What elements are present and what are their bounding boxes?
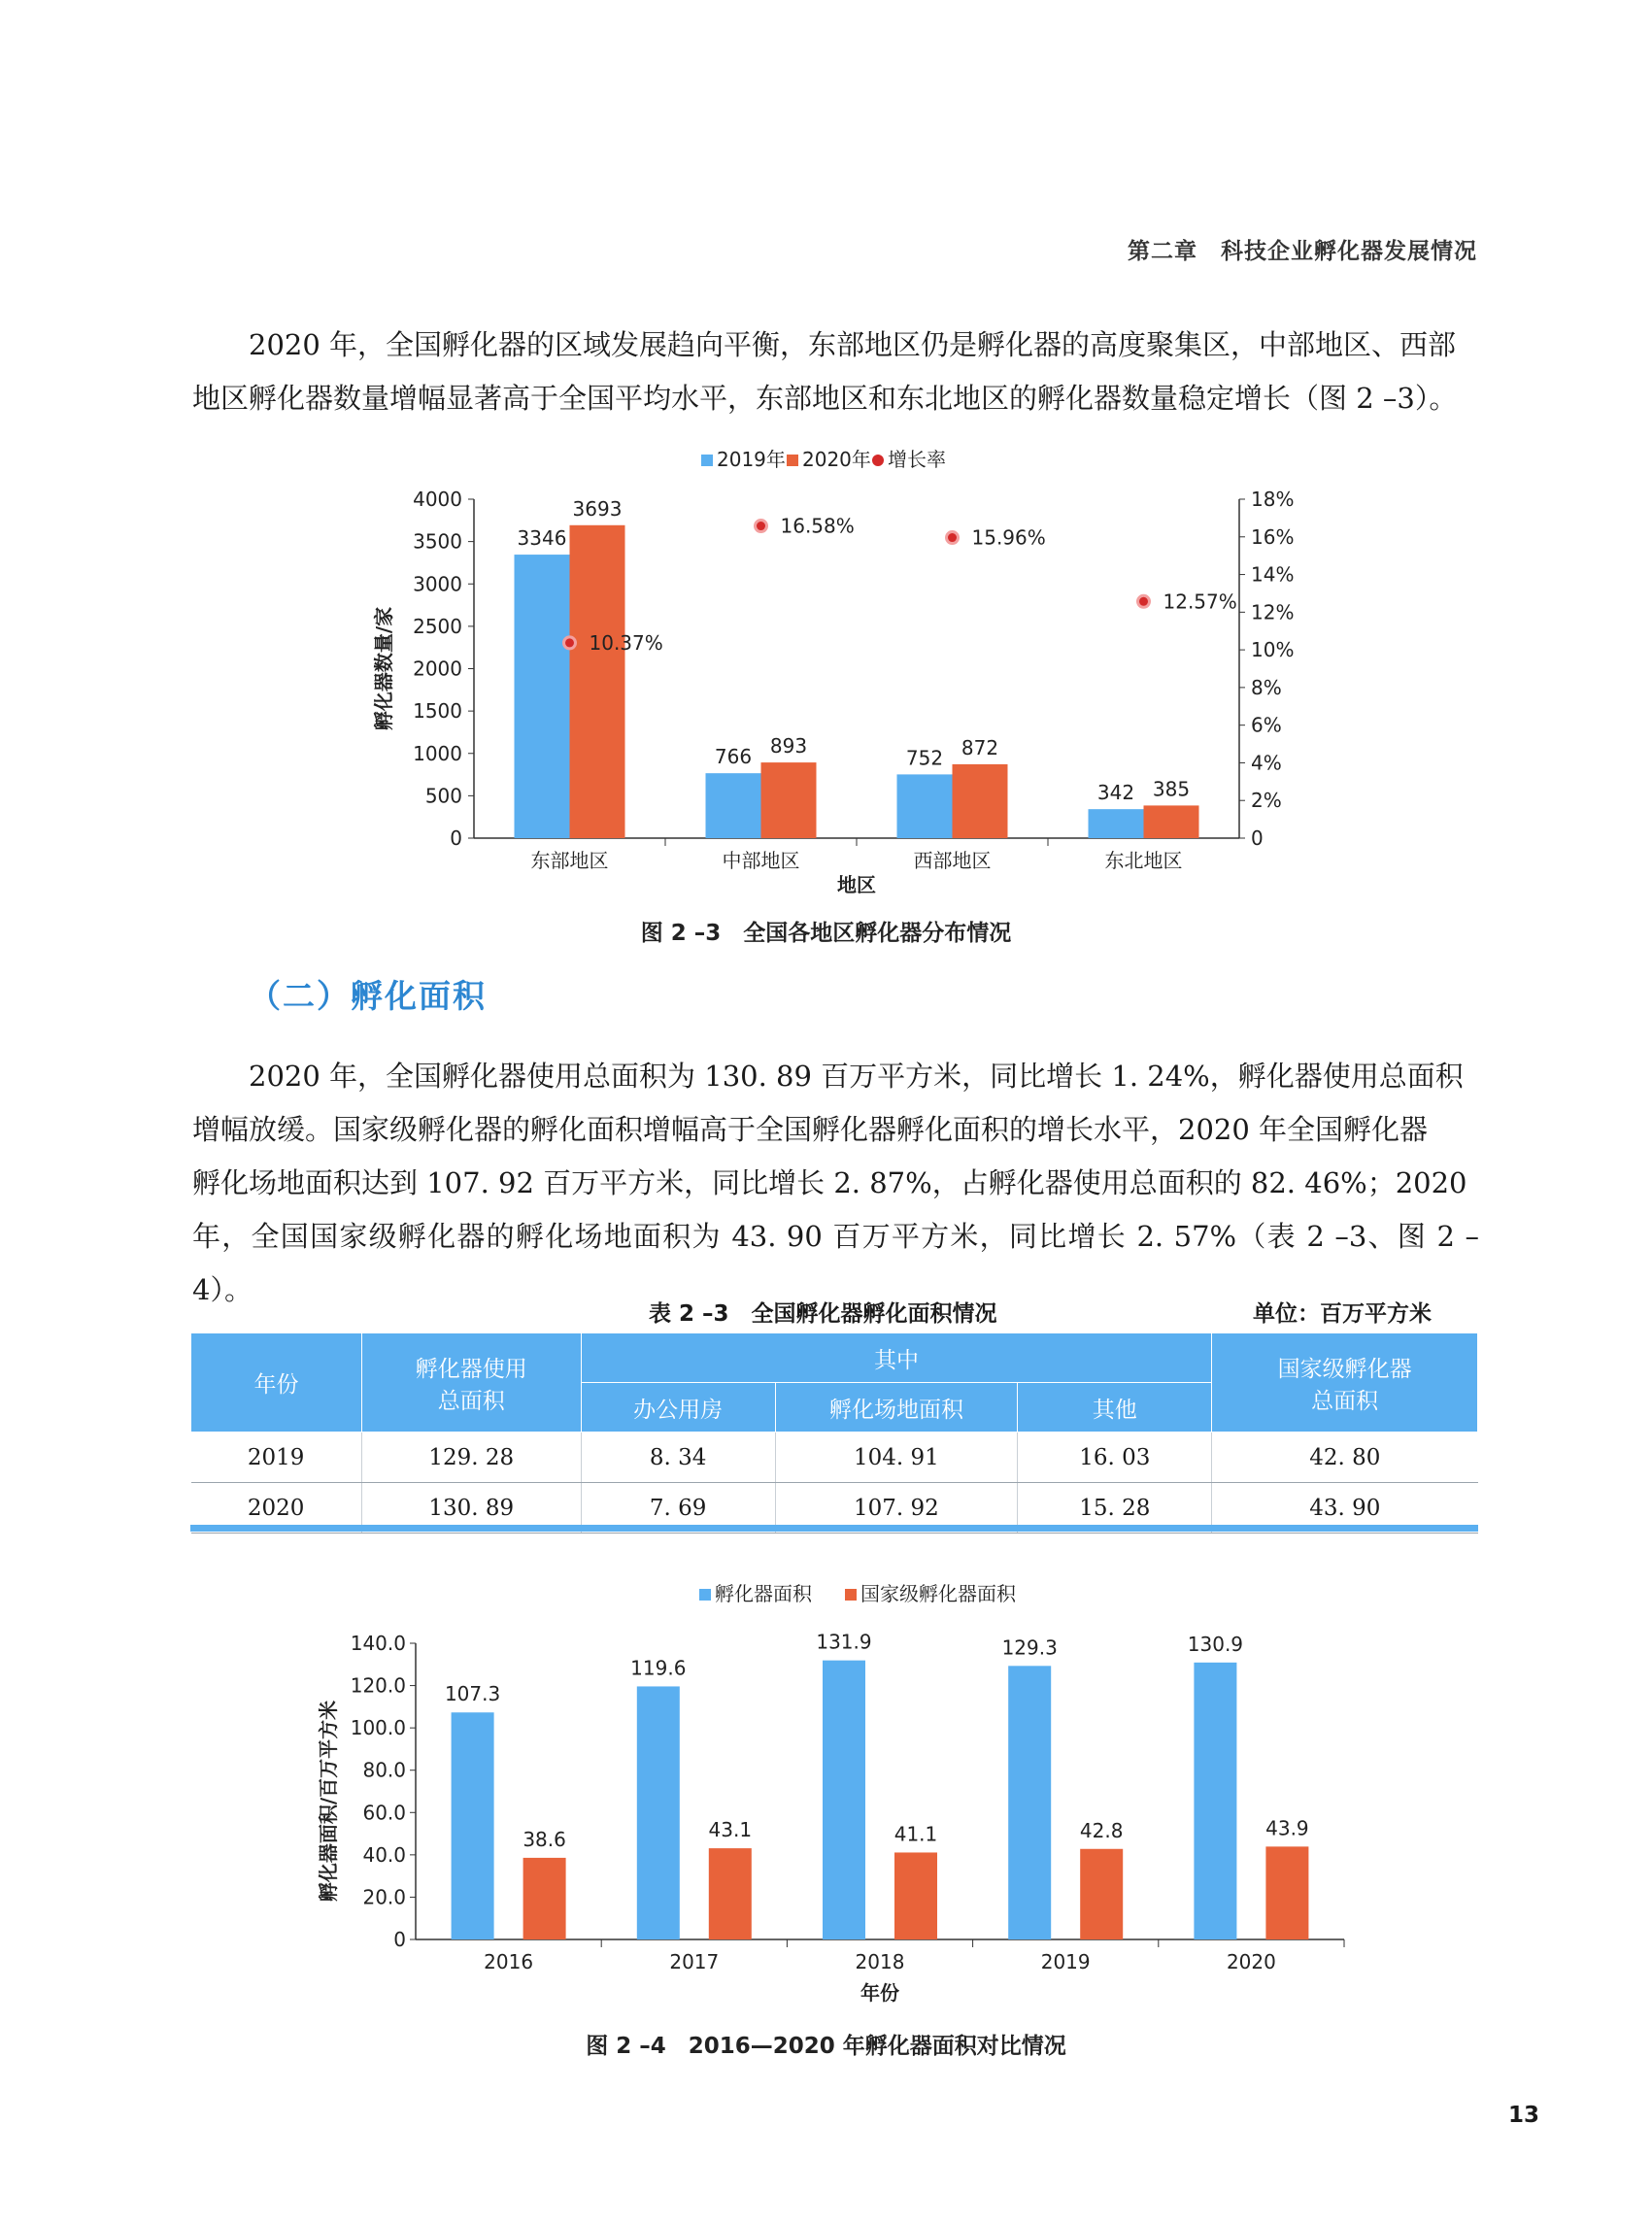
paragraph-2-line: 年，全国国家级孵化器的孵化场地面积为 43. 90 百万平方米，同比增长 2. 57%（表 2 –3、图 2 –4）。 bbox=[192, 1220, 1479, 1306]
bar-国家级孵化器面积-2018 bbox=[894, 1852, 937, 1939]
header-national-area: 国家级孵化器 总面积 bbox=[1212, 1333, 1478, 1433]
bar-value-label: 3693 bbox=[572, 496, 623, 521]
y2-tick-label: 12% bbox=[1251, 600, 1295, 624]
x-category-label: 西部地区 bbox=[913, 849, 992, 872]
legend-label: 孵化器面积 bbox=[715, 1582, 812, 1605]
y-tick-label: 80.0 bbox=[362, 1758, 406, 1782]
bar-孵化器面积-2017 bbox=[637, 1686, 680, 1939]
table-cell: 2020 bbox=[191, 1483, 362, 1534]
bar-value-label: 893 bbox=[769, 734, 808, 759]
header-among: 其中 bbox=[581, 1333, 1211, 1383]
y-tick-label: 0 bbox=[450, 826, 462, 850]
bar-2020年-西部地区 bbox=[953, 764, 1008, 838]
paragraph-2-line: 孵化场地面积达到 107. 92 百万平方米，同比增长 2. 87%，占孵化器使用总面积的 82. 46%；2020 bbox=[192, 1166, 1467, 1199]
y-tick-label: 2500 bbox=[413, 614, 462, 638]
bar-国家级孵化器面积-2019 bbox=[1080, 1849, 1123, 1939]
y-tick-label: 40.0 bbox=[362, 1842, 406, 1867]
growth-label: 10.37% bbox=[589, 630, 663, 655]
y-tick-label: 2000 bbox=[413, 657, 462, 681]
y-tick-label: 500 bbox=[424, 784, 462, 808]
paragraph-2-line: 2020 年，全国孵化器使用总面积为 130. 89 百万平方米，同比增长 1. 24%，孵化器使用总面积 bbox=[249, 1060, 1464, 1093]
growth-label: 15.96% bbox=[971, 525, 1046, 550]
bar-value-label: 130.9 bbox=[1187, 1632, 1244, 1656]
bar-value-label: 41.1 bbox=[893, 1822, 938, 1846]
figure-2-4-caption: 图 2 –4 2016—2020 年孵化器面积对比情况 bbox=[586, 2034, 1066, 2059]
growth-marker-东部地区 bbox=[564, 637, 576, 649]
bar-国家级孵化器面积-2017 bbox=[709, 1848, 752, 1939]
paragraph-1 bbox=[192, 319, 1479, 425]
growth-marker-东北地区 bbox=[1138, 595, 1150, 607]
x-category-label: 2018 bbox=[855, 1950, 905, 1973]
y-tick-label: 140.0 bbox=[350, 1632, 406, 1655]
bar-2019年-西部地区 bbox=[897, 774, 953, 838]
legend-label: 2020年 bbox=[802, 448, 871, 471]
y-tick-label: 0 bbox=[393, 1928, 406, 1951]
bar-value-label: 766 bbox=[714, 745, 753, 769]
bar-孵化器面积-2020 bbox=[1194, 1663, 1236, 1939]
y2-tick-label: 8% bbox=[1251, 675, 1282, 699]
y2-tick-label: 16% bbox=[1251, 524, 1295, 549]
bar-孵化器面积-2016 bbox=[452, 1712, 494, 1939]
y-tick-label: 100.0 bbox=[350, 1716, 406, 1740]
growth-marker-中部地区 bbox=[756, 521, 767, 532]
y2-tick-label: 10% bbox=[1251, 638, 1295, 662]
bar-孵化器面积-2018 bbox=[823, 1661, 865, 1939]
y-tick-label: 1500 bbox=[413, 699, 462, 724]
y-axis-title: 孵化器数量/家 bbox=[372, 606, 395, 731]
y2-tick-label: 6% bbox=[1251, 713, 1282, 737]
growth-label: 16.58% bbox=[780, 514, 855, 538]
bar-2019年-中部地区 bbox=[706, 773, 761, 838]
legend-marker-growth bbox=[872, 455, 884, 466]
table-unit: 单位：百万平方米 bbox=[1253, 1301, 1432, 1327]
table-row bbox=[191, 1433, 1478, 1483]
y-tick-label: 60.0 bbox=[362, 1801, 406, 1825]
bar-value-label: 3346 bbox=[517, 526, 567, 551]
bar-value-label: 131.9 bbox=[816, 1630, 872, 1654]
bar-value-label: 342 bbox=[1096, 781, 1135, 805]
running-header: 第二章 科技企业孵化器发展情况 bbox=[1128, 239, 1477, 264]
table-2-3-caption: 表 2 –3 全国孵化器孵化面积情况 bbox=[649, 1301, 997, 1327]
table-cell: 2019 bbox=[191, 1433, 362, 1483]
x-axis-title: 年份 bbox=[860, 1981, 899, 2005]
y2-tick-label: 18% bbox=[1251, 488, 1295, 511]
paragraph-2-line: 增幅放缓。国家级孵化器的孵化面积增幅高于全国孵化器孵化面积的增长水平，2020 年全国孵化器 bbox=[192, 1113, 1429, 1146]
table-cell: 107. 92 bbox=[775, 1483, 1018, 1534]
bar-国家级孵化器面积-2016 bbox=[523, 1858, 566, 1939]
table-cell: 16. 03 bbox=[1018, 1433, 1212, 1483]
bar-value-label: 43.1 bbox=[708, 1818, 753, 1842]
bar-2020年-东北地区 bbox=[1144, 805, 1199, 838]
area-comparison-chart bbox=[0, 1564, 1652, 2020]
bar-value-label: 119.6 bbox=[630, 1656, 687, 1680]
x-category-label: 2017 bbox=[669, 1950, 720, 1973]
table-cell: 8. 34 bbox=[581, 1433, 775, 1483]
legend-swatch-国家级孵化器面积 bbox=[845, 1589, 857, 1601]
legend-swatch-2020年 bbox=[787, 455, 798, 466]
bar-孵化器面积-2019 bbox=[1008, 1666, 1051, 1939]
y-axis-title: 孵化器面积/百万平方米 bbox=[317, 1700, 340, 1903]
bar-value-label: 129.3 bbox=[1001, 1635, 1058, 1660]
x-axis-title: 地区 bbox=[837, 873, 876, 896]
bar-value-label: 107.3 bbox=[444, 1682, 501, 1706]
bar-国家级孵化器面积-2020 bbox=[1265, 1846, 1308, 1939]
x-category-label: 2020 bbox=[1226, 1950, 1276, 1973]
growth-label: 12.57% bbox=[1163, 590, 1237, 614]
table-cell: 104. 91 bbox=[775, 1433, 1018, 1483]
bar-2020年-东部地区 bbox=[570, 525, 625, 838]
bar-value-label: 752 bbox=[905, 746, 944, 770]
header-incubation-area: 孵化场地面积 bbox=[775, 1383, 1018, 1433]
bar-value-label: 42.8 bbox=[1079, 1818, 1124, 1842]
paragraph-1-line: 2020 年，全国孵化器的区域发展趋向平衡，东部地区仍是孵化器的高度聚集区，中部地区、西部 bbox=[249, 328, 1457, 361]
table-cell: 7. 69 bbox=[581, 1483, 775, 1534]
table-bottom-rule bbox=[190, 1525, 1478, 1532]
incubation-area-table bbox=[190, 1332, 1478, 1534]
region-incubator-chart bbox=[0, 427, 1652, 913]
bar-value-label: 385 bbox=[1152, 777, 1191, 801]
page-number: 13 bbox=[1508, 2103, 1540, 2128]
table-cell: 130. 89 bbox=[361, 1483, 581, 1534]
paragraph-1-line: 地区孵化器数量增幅显著高于全国平均水平，东部地区和东北地区的孵化器数量稳定增长（图 2 –3）。 bbox=[192, 382, 1458, 415]
table-cell: 43. 90 bbox=[1212, 1483, 1478, 1534]
bar-value-label: 43.9 bbox=[1265, 1816, 1309, 1840]
section-title: （二）孵化面积 bbox=[249, 977, 487, 1015]
x-category-label: 中部地区 bbox=[722, 849, 800, 872]
y-tick-label: 120.0 bbox=[350, 1673, 406, 1698]
legend-label: 国家级孵化器面积 bbox=[860, 1582, 1016, 1605]
legend-label: 2019年 bbox=[717, 448, 786, 471]
x-category-label: 2016 bbox=[484, 1950, 534, 1973]
header-office: 办公用房 bbox=[581, 1383, 775, 1433]
y2-tick-label: 14% bbox=[1251, 562, 1295, 587]
paragraph-2 bbox=[192, 1050, 1479, 1317]
legend-label: 增长率 bbox=[888, 448, 946, 471]
table-cell: 129. 28 bbox=[361, 1433, 581, 1483]
bar-value-label: 38.6 bbox=[523, 1827, 566, 1851]
y2-tick-label: 2% bbox=[1251, 789, 1282, 813]
bar-value-label: 872 bbox=[961, 735, 999, 759]
header-other: 其他 bbox=[1018, 1383, 1212, 1433]
header-year: 年份 bbox=[191, 1333, 362, 1433]
legend-swatch-孵化器面积 bbox=[699, 1589, 711, 1601]
growth-marker-西部地区 bbox=[947, 532, 959, 544]
y-tick-label: 4000 bbox=[413, 488, 462, 511]
legend-swatch-2019年 bbox=[701, 455, 713, 466]
x-category-label: 东北地区 bbox=[1104, 849, 1183, 872]
bar-2020年-中部地区 bbox=[761, 762, 817, 838]
y-tick-label: 1000 bbox=[413, 741, 462, 765]
y2-tick-label: 0 bbox=[1251, 826, 1264, 850]
y2-tick-label: 4% bbox=[1251, 751, 1282, 775]
bar-2019年-东部地区 bbox=[515, 555, 570, 838]
y-tick-label: 20.0 bbox=[362, 1885, 406, 1909]
x-category-label: 东部地区 bbox=[530, 849, 609, 872]
table-cell: 15. 28 bbox=[1018, 1483, 1212, 1534]
y-tick-label: 3000 bbox=[413, 572, 462, 596]
y-tick-label: 3500 bbox=[413, 529, 462, 554]
header-total-area: 孵化器使用 总面积 bbox=[361, 1333, 581, 1433]
x-category-label: 2019 bbox=[1040, 1950, 1091, 1973]
bar-2019年-东北地区 bbox=[1089, 809, 1144, 838]
table-cell: 42. 80 bbox=[1212, 1433, 1478, 1483]
figure-2-3-caption: 图 2 –3 全国各地区孵化器分布情况 bbox=[640, 921, 1012, 946]
